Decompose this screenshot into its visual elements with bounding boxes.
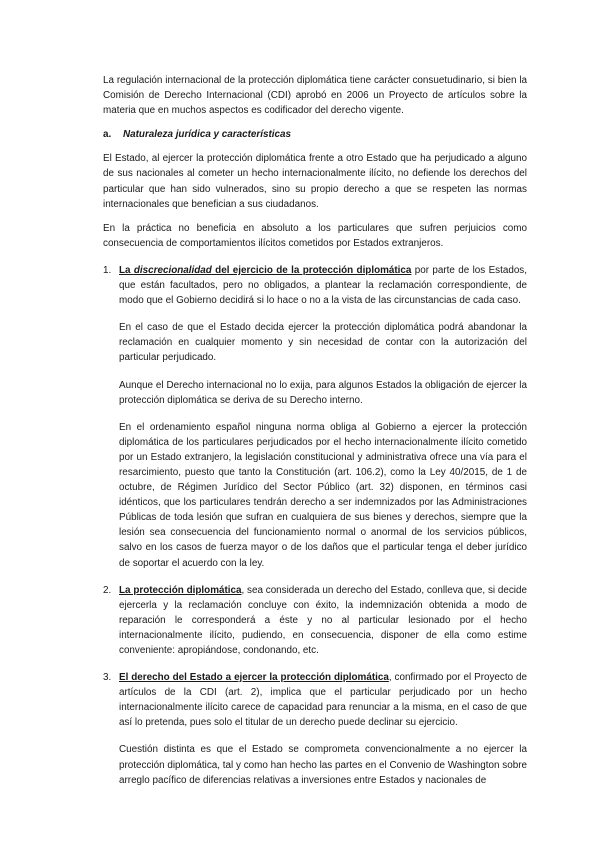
item3-lead: El derecho del Estado a ejercer la protección diplomática [119, 672, 389, 684]
section-title: Naturaleza jurídica y características [123, 129, 291, 141]
item1-paragraph-2: En el caso de que el Estado decida ejercer la protección diplomática podrá abandonar la reclamación en cualquier momento y sin necesidad de contar con la autorización del particular perjudicado. [119, 322, 527, 364]
document-body [103, 73, 527, 788]
item1-lead: La discrecionalidad del ejercicio de la protección diplomática [119, 264, 412, 276]
item2-text: , sea considerada un derecho del Estado, conlleva que, si decide ejercerla y la reclamación concluye con éxito, la indemnización obtenida a modo de reparación le corresponderá a éste y no al particular lesionado por el hecho internacionalmente ilícito, pudiendo, en consecuencia, disponer de ella como estime conveniente: apropiándose, condonando, etc. [119, 584, 527, 656]
list-item-2 [103, 583, 527, 658]
list-number: 2. [103, 584, 112, 596]
paragraph-practice: En la práctica no beneficia en absoluto a los particulares que sufren perjuicios como consecuencia de comportamientos ilícitos cometidos por Estados extranjeros. [103, 222, 527, 249]
item2-lead: La protección diplomática [119, 584, 242, 596]
list-number: 3. [103, 672, 112, 684]
list-number: 1. [103, 264, 112, 276]
item1-paragraph [119, 263, 527, 308]
item1-paragraph-4: En el ordenamiento español ninguna norma obliga al Gobierno a ejercer la protección diplomática de los particulares perjudicados por el hecho internacionalmente ilícito cometido por un Estado extranjero, la legislación constitucional y administrativa ofrece una vía para el resarcimiento, puesto que tanto la Constitución (art. 106.2), como la Ley 40/2015, de 1 de octubre, de Régimen Jurídico del Sector Público (art. 32) disponen, en términos casi idénticos, que los particulares tendrán derecho a ser indemnizados por las Administraciones Públicas de toda lesión que sufran en cualquiera de sus bienes y derechos, siempre que la lesión sea consecuencia del funcionamiento normal o anormal de los servicios públicos, salvo en los casos de fuerza mayor o de los daños que el particular tenga el deber jurídico de soportar el acuerdo con la ley. [119, 421, 527, 569]
section-letter: a. [103, 129, 112, 141]
list-item-1 [103, 263, 527, 571]
section-heading [103, 127, 527, 142]
item3-text: , confirmado por el Proyecto de artículos de la CDI (art. 2), implica que el particular perjudicado por un hecho internacionalmente ilícito carece de capacidad para renunciar a la misma, en el caso de que así lo pretenda, pues solo el titular de un derecho puede declinar su ejercicio. [119, 672, 527, 729]
intro-paragraph: La regulación internacional de la protección diplomática tiene carácter consuetudinario, si bien la Comisión de Derecho Internacional (CDI) aprobó en 2006 un Proyecto de artículos sobre la materia que en muchos aspectos es codificador del derecho vigente. [103, 75, 527, 117]
item1-paragraph-3: Aunque el Derecho internacional no lo exija, para algunos Estados la obligación de ejercer la protección diplomática se deriva de su Derecho interno. [119, 379, 527, 406]
item3-paragraph [119, 670, 527, 730]
item3-paragraph-2: Cuestión distinta es que el Estado se comprometa convencionalmente a no ejercer la protección diplomática, tal y como han hecho las partes en el Convenio de Washington sobre arreglo pacífico de diferencias relativas a inversiones entre Estados y nacionales de [119, 744, 527, 786]
list-item-3 [103, 670, 527, 788]
paragraph-state-protection: El Estado, al ejercer la protección diplomática frente a otro Estado que ha perjudicado a alguno de sus nacionales al cometer un hecho internacionalmente ilícito, no defiende los derechos del particular que han sido vulnerados, sino su propio derecho a que se respeten las normas internacionales que benefician a sus ciudadanos. [103, 153, 527, 210]
item1-text: por parte de los Estados, que están facultados, pero no obligados, a plantear la reclamación correspondiente, de modo que el Gobierno decidirá si lo hace o no a la vista de las circunstancias de cada caso. [119, 264, 527, 307]
item2-paragraph [119, 583, 527, 658]
